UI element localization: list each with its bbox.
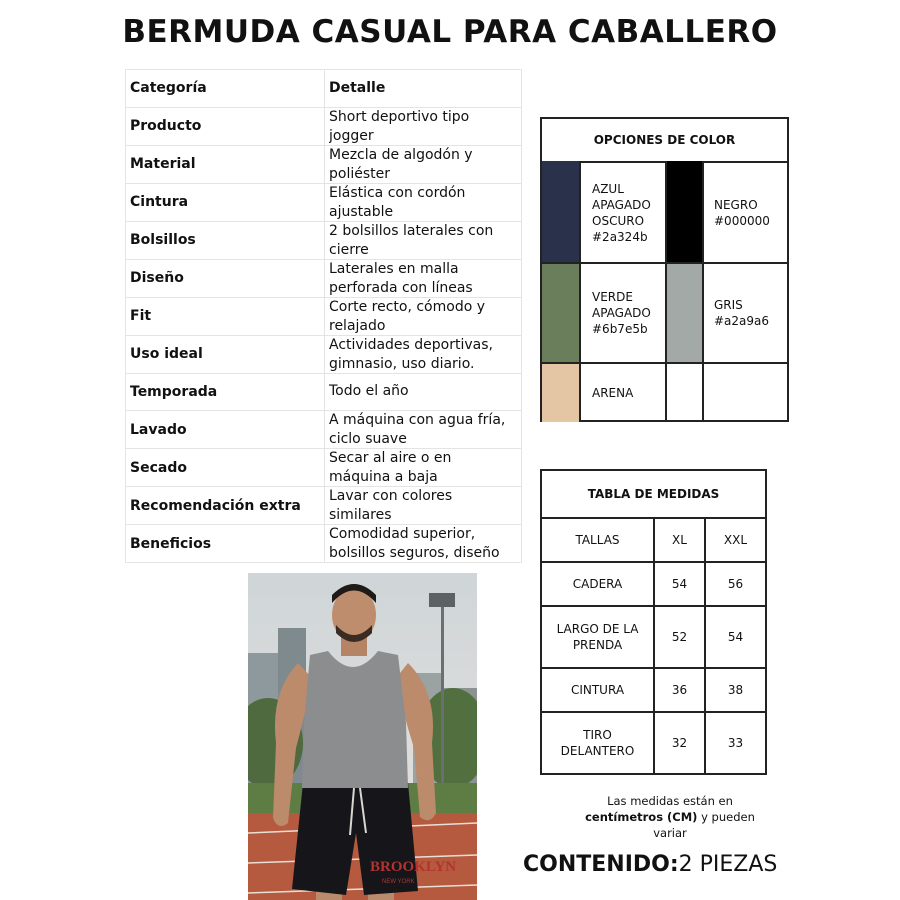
- size-row: [541, 606, 766, 668]
- spec-value-cell: [325, 107, 522, 145]
- spec-row: [126, 221, 522, 259]
- spec-row: [126, 107, 522, 145]
- contenido-value: 2 PIEZAS: [678, 852, 778, 877]
- spec-value: Comodidad superior, bolsillos seguros, diseño: [329, 526, 500, 562]
- color-name: ARENA: [592, 386, 634, 400]
- size-measure-label: CINTURA: [541, 668, 654, 712]
- color-options-header: OPCIONES DE COLOR: [542, 119, 787, 163]
- size-col-header: XXL: [705, 518, 766, 562]
- size-table-header: TABLA DE MEDIDAS: [541, 470, 766, 518]
- size-measure-label: TIRO DELANTERO: [541, 712, 654, 774]
- spec-value: Mezcla de algodón y poliéster: [329, 146, 473, 182]
- size-value: 36: [654, 668, 705, 712]
- spec-row: [126, 487, 522, 525]
- spec-header-category: Categoría: [126, 70, 325, 108]
- grid-line: [542, 262, 787, 264]
- color-swatch-verde: [542, 263, 580, 363]
- size-title-row: [541, 470, 766, 518]
- color-name: VERDE APAGADO: [592, 290, 651, 320]
- color-swatch-negro: [665, 161, 703, 263]
- color-swatch-arena: [542, 363, 580, 422]
- color-swatch-azul: [542, 161, 580, 263]
- contenido-label: CONTENIDO:: [523, 852, 679, 877]
- spec-value-cell: [325, 335, 522, 373]
- model-illustration: [248, 573, 477, 900]
- size-row: [541, 712, 766, 774]
- spec-value: Actividades deportivas, gimnasio, uso diario.: [329, 336, 493, 372]
- spec-key: Secado: [126, 449, 325, 487]
- spec-value: Laterales en malla perforada con líneas: [329, 260, 473, 296]
- size-measure-label: LARGO DE LA PRENDA: [541, 606, 654, 668]
- size-value: 38: [705, 668, 766, 712]
- spec-value-cell: [325, 411, 522, 449]
- size-col-header: XL: [654, 518, 705, 562]
- size-value: 52: [654, 606, 705, 668]
- spec-value-cell: [325, 373, 522, 411]
- spec-value-cell: [325, 221, 522, 259]
- spec-row: [126, 525, 522, 563]
- spec-key: Bolsillos: [126, 221, 325, 259]
- spec-key: Recomendación extra: [126, 487, 325, 525]
- spec-key: Material: [126, 145, 325, 183]
- color-hex: #6b7e5b: [592, 322, 648, 336]
- spec-row: [126, 449, 522, 487]
- spec-key: Lavado: [126, 411, 325, 449]
- spec-value: Todo el año: [329, 383, 409, 400]
- grid-line: [542, 362, 787, 364]
- shorts-sub-print: NEW YORK: [382, 879, 415, 885]
- spec-header-detail: Detalle: [325, 70, 522, 108]
- product-photo: [248, 573, 477, 900]
- spec-row: [126, 411, 522, 449]
- color-name: GRIS: [714, 298, 743, 312]
- spec-value-cell: [325, 525, 522, 563]
- size-row: [541, 562, 766, 606]
- spec-value-cell: [325, 297, 522, 335]
- spec-value-cell: [325, 259, 522, 297]
- note-text: Las medidas están en: [607, 794, 733, 808]
- spec-row: [126, 297, 522, 335]
- size-row: [541, 668, 766, 712]
- spec-value-cell: [325, 449, 522, 487]
- spec-row: [126, 373, 522, 411]
- color-hex: #2a324b: [592, 230, 648, 244]
- color-hex: #000000: [714, 214, 770, 228]
- grid-line: [702, 161, 704, 422]
- spec-row: [126, 259, 522, 297]
- spec-value-cell: [325, 145, 522, 183]
- spec-key: Beneficios: [126, 525, 325, 563]
- color-label-verde: [592, 289, 662, 337]
- color-label-negro: [714, 197, 784, 229]
- note-bold: centímetros (CM): [585, 810, 698, 824]
- spec-key: Uso ideal: [126, 335, 325, 373]
- size-value: 32: [654, 712, 705, 774]
- spec-value: A máquina con agua fría, ciclo suave: [329, 412, 506, 448]
- grid-line: [665, 161, 667, 422]
- spec-value: Elástica con cordón ajustable: [329, 184, 466, 220]
- color-options-panel: [540, 117, 789, 422]
- size-value: 33: [705, 712, 766, 774]
- spec-key: Fit: [126, 297, 325, 335]
- spec-value: Secar al aire o en máquina a baja: [329, 450, 452, 486]
- color-label-azul: [592, 181, 672, 245]
- spec-table: [125, 69, 522, 563]
- spec-value: Corte recto, cómodo y relajado: [329, 298, 486, 334]
- spec-row: [126, 145, 522, 183]
- spec-key: Diseño: [126, 259, 325, 297]
- spec-value: 2 bolsillos laterales con cierre: [329, 222, 494, 258]
- measurement-note: [570, 793, 770, 841]
- spec-key: Cintura: [126, 183, 325, 221]
- spec-value: Lavar con colores similares: [329, 488, 453, 524]
- size-col-header-row: [541, 518, 766, 562]
- spec-value-cell: [325, 183, 522, 221]
- color-label-arena: [592, 385, 662, 401]
- shorts-print: BROOKLYN: [370, 859, 457, 875]
- color-hex: #a2a9a6: [714, 314, 770, 328]
- spec-row: [126, 335, 522, 373]
- contenido-line: [523, 852, 777, 877]
- size-col-header: TALLAS: [541, 518, 654, 562]
- size-value: 56: [705, 562, 766, 606]
- size-table: [540, 469, 767, 775]
- spec-key: Temporada: [126, 373, 325, 411]
- page-title: BERMUDA CASUAL PARA CABALLERO: [122, 14, 778, 50]
- color-name: AZUL APAGADO OSCURO: [592, 182, 651, 228]
- color-label-gris: [714, 297, 784, 329]
- size-value: 54: [654, 562, 705, 606]
- spec-value: Short deportivo tipo jogger: [329, 108, 470, 144]
- spec-key: Producto: [126, 107, 325, 145]
- spec-value-cell: [325, 487, 522, 525]
- size-value: 54: [705, 606, 766, 668]
- note-text-end: y pueden variar: [653, 810, 755, 840]
- spec-row: [126, 183, 522, 221]
- spec-header-row: [126, 70, 522, 108]
- size-measure-label: CADERA: [541, 562, 654, 606]
- color-name: NEGRO: [714, 198, 758, 212]
- grid-line: [579, 161, 581, 422]
- color-swatch-gris: [665, 263, 703, 363]
